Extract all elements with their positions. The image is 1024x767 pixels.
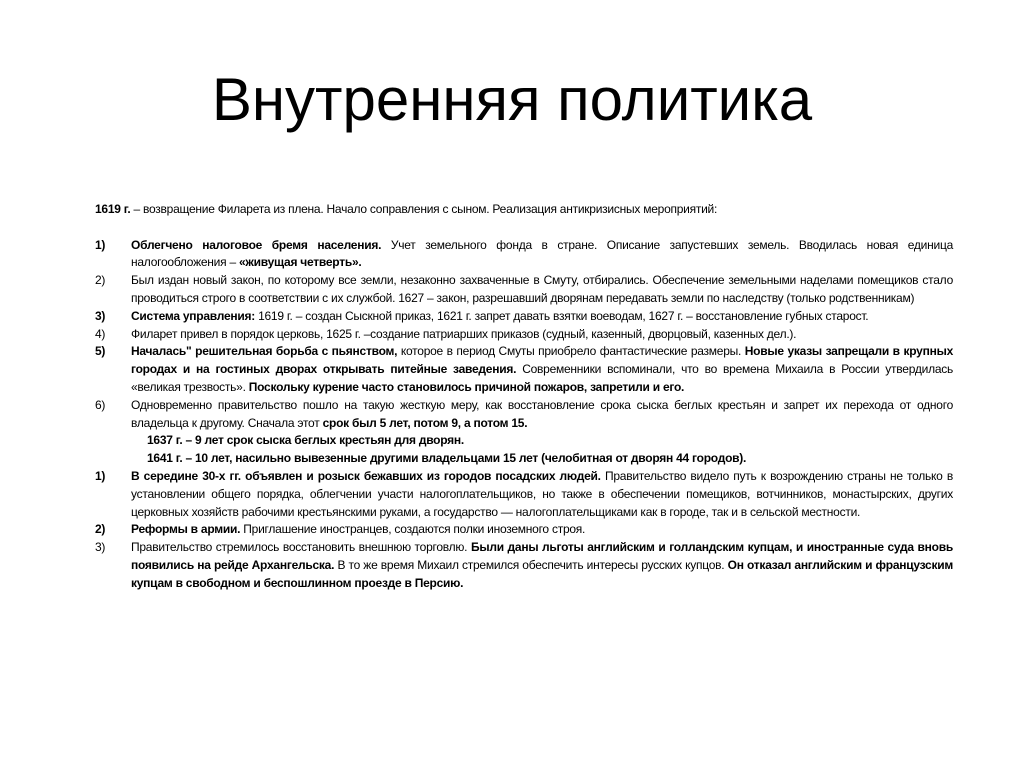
bold-text: Началась" решительная борьба с пьянством, <box>131 344 398 359</box>
list-item <box>95 308 953 326</box>
list-item <box>95 326 953 344</box>
bold-text: В середине 30-х гг. объявлен и розыск бежавших из городов посадских людей. <box>131 468 601 483</box>
list-number: 1) <box>95 237 106 252</box>
policy-list <box>95 237 953 593</box>
text: Приглашение иностранцев, создаются полки иноземного строя. <box>240 522 586 537</box>
text: В то же время Михаил стремился обеспечить интересы русских купцов. <box>334 557 728 572</box>
text: 1619 г. – создан Сыскной приказ, 1621 г. запрет давать взятки воеводам, 1627 г. – восстановление губных старост. <box>255 308 869 323</box>
list-subitem <box>95 450 953 468</box>
text: Филарет привел в порядок церковь, 1625 г. –создание патриарших приказов (судный, казенный, дворцовый, казенных дел.). <box>131 326 797 341</box>
bold-text: Он отказал английским и французским купцам в свободном и беспошлинном проезде в Персию. <box>131 557 953 590</box>
text: Правительство видело путь к возрождению страны не только в установлении общего порядка, облегчении участи налогоплательщиков, но также в обеспечении помещиков, вотчинников, монастырских, других церковных хозяйств рабочими крестьянскими руками, а государство — налогоплательщиками как в городе, так и в сельской местности. <box>131 468 953 519</box>
list-item <box>95 343 953 396</box>
bold-text: 1641 г. – 10 лет, насильно вывезенные другими владельцами 15 лет (челобитная от дворян 44 городов). <box>147 451 747 466</box>
text: которое в период Смуты приобрело фантастические размеры. <box>397 344 745 359</box>
intro-paragraph <box>95 201 953 219</box>
text: Одновременно правительство пошло на такую жесткую меру, как восстановление срока сыска беглых крестьян и запрет их перехода от одного владельца к другому. Сначала этот <box>131 397 953 430</box>
bold-text: Облегчено налоговое бремя населения. <box>131 237 382 252</box>
list-number: 2) <box>95 522 106 537</box>
bold-text: 1619 г. <box>95 202 131 216</box>
bold-text: Система управления: <box>131 308 255 323</box>
text: Правительство стремилось восстановить внешнюю торговлю. <box>131 540 471 555</box>
bold-text: Новые указы запрещали в крупных городах и на гостиных дворах открывать питейные заведения. <box>131 344 953 377</box>
bold-text: Были даны льготы английским и голландским купцам, и иностранные суда вновь появились на рейде Архангельска. <box>131 540 953 572</box>
list-number: 5) <box>95 344 106 359</box>
bold-text: срок был 5 лет, потом 9, а потом 15. <box>322 415 528 430</box>
list-item <box>95 237 953 273</box>
slide-body <box>95 201 953 593</box>
slide-title: Внутренняя политика <box>211 66 813 133</box>
list-number: 4) <box>95 326 106 341</box>
list-item <box>95 397 953 433</box>
list-number: 6) <box>95 397 106 412</box>
list-subitem <box>95 432 953 450</box>
list-item <box>95 521 953 539</box>
bold-text: Поскольку курение часто становилось причиной пожаров, запретили и его. <box>248 379 685 394</box>
list-number: 1) <box>95 468 106 483</box>
list-number: 3) <box>95 540 106 555</box>
bold-text: «живущая четверть». <box>238 255 362 270</box>
list-item <box>95 272 953 308</box>
bold-text: 1637 г. – 9 лет срок сыска беглых крестьян для дворян. <box>147 433 465 448</box>
text: Современники вспоминали, что во времена Михаила в России утвердилась «великая трезвость». <box>131 362 953 394</box>
text: – возвращение Филарета из плена. Начало соправления с сыном. Реализация антикризисных мероприятий: <box>130 202 718 216</box>
text: Был издан новый закон, по которому все земли, незаконно захваченные в Смуту, отбирались. Обеспечение земельными наделами помещиков стало проводиться строго в соответствии с их службой. 1627 – закон, разрешавший дворянам передавать земли по наследству (только родственникам) <box>131 273 953 305</box>
list-number: 3) <box>95 308 106 323</box>
text: Учет земельного фонда в стране. Описание запустевших земель. Вводилась новая единица налогообложения – <box>131 237 954 270</box>
list-item <box>95 539 953 592</box>
list-item <box>95 468 953 521</box>
bold-text: Реформы в армии. <box>131 522 241 537</box>
list-number: 2) <box>95 273 106 288</box>
